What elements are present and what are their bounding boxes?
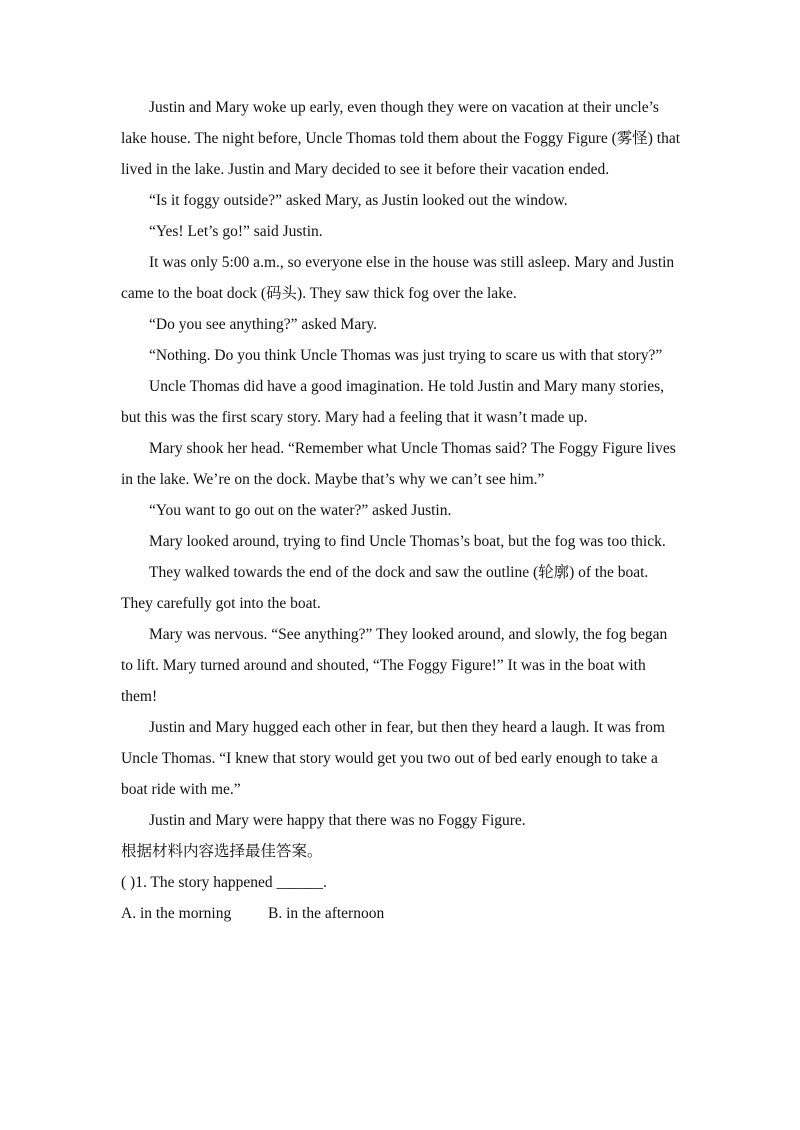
question-1: ( )1. The story happened ______. — [121, 874, 327, 891]
story-paragraph: “Do you see anything?” asked Mary. — [149, 316, 377, 333]
story-paragraph: Mary was nervous. “See anything?” They looked around, and slowly, the fog began to lift. Mary turned around and shouted, “The Foggy Figure!” It was in the boat with them! — [121, 626, 668, 705]
story-paragraph: Mary looked around, trying to find Uncle Thomas’s boat, but the fog was too thick. — [149, 533, 666, 550]
option-b: B. in the afternoon — [268, 905, 385, 922]
story-text — [121, 92, 681, 929]
story-paragraph: “Nothing. Do you think Uncle Thomas was just trying to scare us with that story?” — [149, 347, 663, 364]
story-paragraph: Justin and Mary were happy that there was no Foggy Figure. — [149, 812, 526, 829]
story-paragraph: Uncle Thomas did have a good imagination. He told Justin and Mary many stories, but this was the first scary story. Mary had a feeling that it wasn’t made up. — [121, 378, 664, 426]
story-paragraph: “Is it foggy outside?” asked Mary, as Justin looked out the window. — [149, 192, 568, 209]
story-paragraph: Justin and Mary hugged each other in fear, but then they heard a laugh. It was from Uncle Thomas. “I knew that story would get you two out of bed early enough to take a boat ride with me.” — [121, 719, 665, 798]
question-1-options — [121, 898, 681, 929]
story-paragraph: “You want to go out on the water?” asked Justin. — [149, 502, 452, 519]
option-a: A. in the morning — [121, 905, 232, 922]
story-paragraph: “Yes! Let’s go!” said Justin. — [149, 223, 323, 240]
quiz-instruction: 根据材料内容选择最佳答案。 — [121, 843, 323, 860]
story-paragraph: They walked towards the end of the dock and saw the outline (轮廓) of the boat. They carefully got into the boat. — [121, 564, 649, 612]
story-paragraph: It was only 5:00 a.m., so everyone else in the house was still asleep. Mary and Justin came to the boat dock (码头). They saw thick fog over the lake. — [121, 254, 675, 302]
story-paragraph: Mary shook her head. “Remember what Uncle Thomas said? The Foggy Figure lives in the lake. We’re on the dock. Maybe that’s why we can’t see him.” — [121, 440, 676, 488]
story-paragraph: Justin and Mary woke up early, even though they were on vacation at their uncle’s lake house. The night before, Uncle Thomas told them about the Foggy Figure (雾怪) that lived in the lake. Justin and Mary decided to see it before their vacation ended. — [121, 99, 681, 178]
